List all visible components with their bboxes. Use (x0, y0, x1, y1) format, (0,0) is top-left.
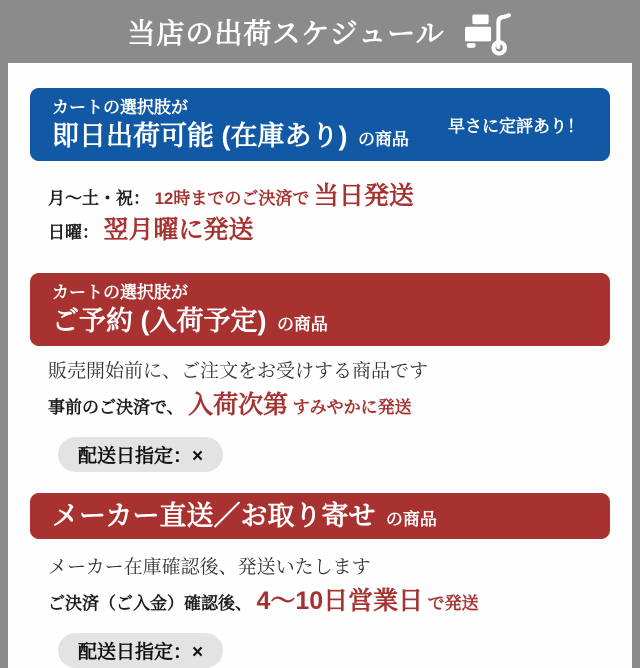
direct-details (48, 556, 610, 668)
instock-weekday-line (48, 181, 610, 215)
banner-direct-suffix-label: の商品 (385, 510, 437, 529)
handtruck-icon (461, 8, 513, 56)
weekday-shipping-highlight: 当日発送 (313, 182, 414, 210)
banner-instock (30, 88, 610, 161)
banner-direct (30, 493, 610, 539)
direct-shipping-line (48, 586, 610, 620)
weekday-label: 月～土・祝： (48, 189, 150, 208)
banner-preorder-suffix-label: の商品 (276, 314, 328, 334)
preorder-details (48, 360, 610, 472)
page-title: 当店の出荷スケジュール (127, 17, 445, 49)
preorder-shipping-highlight: 入荷次第 (188, 391, 289, 419)
direct-description: メーカー在庫確認後、発送いたします (48, 557, 371, 578)
banner-direct-main-label: メーカー直送／お取り寄せ (52, 501, 376, 531)
banner-instock-suffix-label: の商品 (357, 129, 409, 149)
weekday-condition: 12時までのご決済で (154, 189, 310, 208)
sunday-shipping-highlight: 翌月曜に発送 (103, 216, 254, 244)
preorder-delivery-date-badge: 配送日指定：× (58, 437, 223, 472)
banner-instock-pre-label: カートの選択肢が (52, 97, 188, 117)
banner-instock-text (52, 97, 409, 153)
preorder-shipping-suffix: すみやかに発送 (292, 398, 412, 417)
header (0, 0, 640, 63)
instock-details (48, 181, 610, 249)
content-panel (8, 63, 632, 668)
banner-preorder-main-label: ご予約 (入荷予定) (52, 305, 267, 336)
preorder-shipping-line (48, 390, 610, 424)
direct-condition-label: ご決済（ご入金）確認後、 (48, 594, 252, 613)
banner-instock-tagline: 早さに定評あり！ (448, 117, 584, 136)
banner-preorder-text (52, 282, 328, 338)
banner-direct-main-row (52, 499, 437, 533)
banner-preorder (30, 273, 610, 346)
banner-preorder-pre-label: カートの選択肢が (52, 282, 188, 302)
direct-shipping-suffix: で発送 (427, 594, 479, 613)
banner-instock-main-row (52, 119, 409, 153)
banner-instock-main-label: 即日出荷可能 (在庫あり) (52, 120, 348, 151)
direct-shipping-highlight: 4～10日営業日 (256, 587, 424, 615)
direct-delivery-date-badge: 配送日指定：× (58, 633, 223, 668)
instock-sunday-line (48, 215, 610, 249)
preorder-description: 販売開始前に、ご注文をお受けする商品です (48, 361, 429, 382)
sunday-label: 日曜： (48, 223, 99, 242)
banner-preorder-main-row (52, 304, 328, 338)
preorder-condition-label: 事前のご決済で、 (48, 398, 184, 417)
